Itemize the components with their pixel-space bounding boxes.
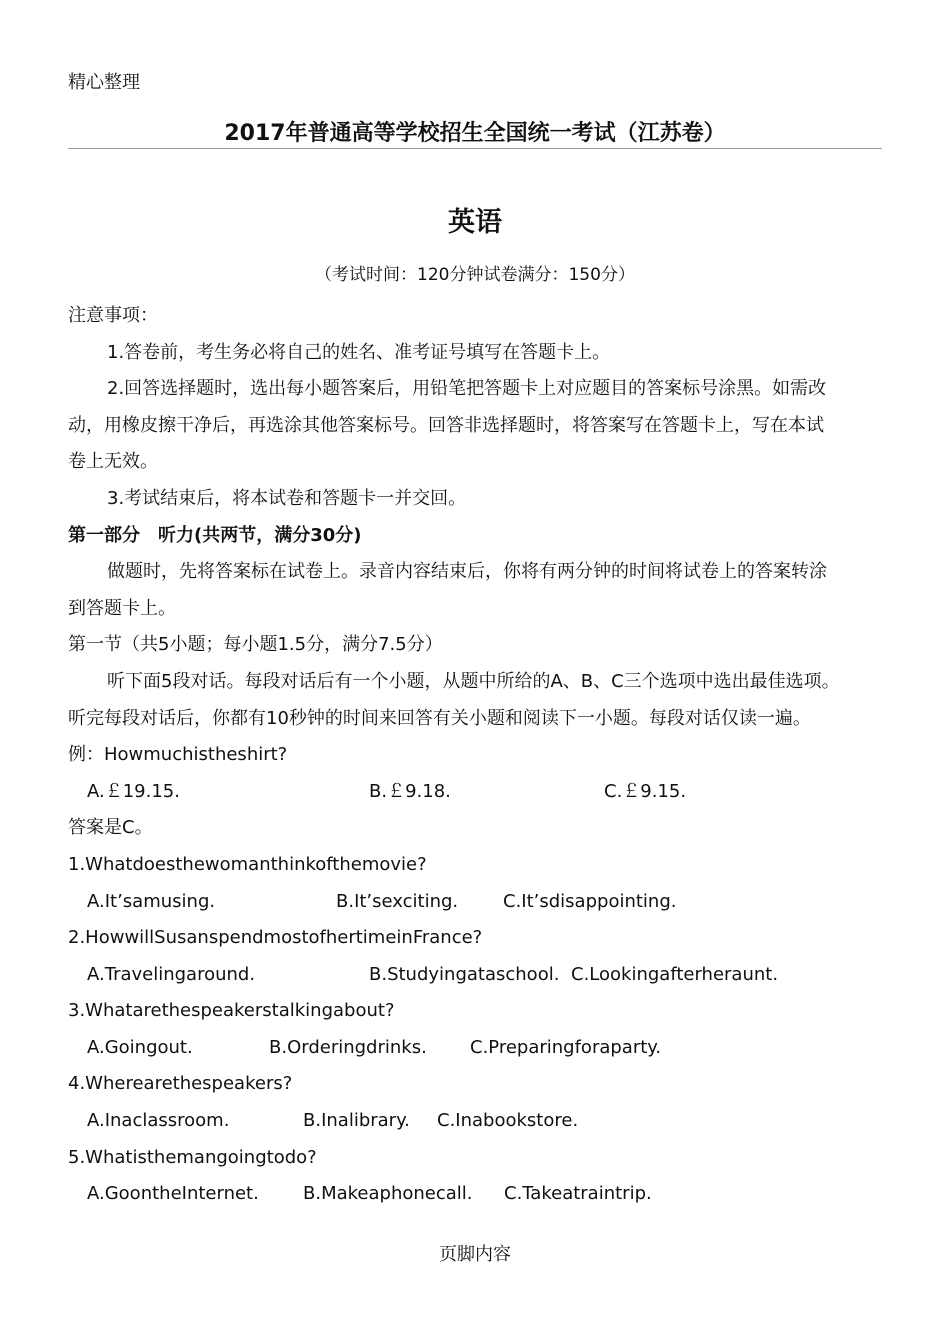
example-options <box>68 774 898 811</box>
part1-instruction: 做题时，先将答案标在试卷上。录音内容结束后，你将有两分钟的时间将试卷上的答案转涂 <box>107 561 827 583</box>
question-2-options <box>68 957 898 994</box>
header-divider <box>68 148 882 149</box>
listening-instruction: 听下面5段对话。每段对话后有一个小题，从题中所给的A、B、C三个选项中选出最佳选项。 <box>107 670 840 692</box>
option-a: A.Inaclassroom. <box>87 1110 230 1132</box>
notice-heading: 注意事项： <box>68 305 158 326</box>
option-c: C.Lookingafterheraunt. <box>571 963 779 985</box>
option-c: C.Takeatraintrip. <box>504 1183 652 1205</box>
example-question: 例：Howmuchistheshirt? <box>68 744 288 766</box>
part1-heading: 第一部分 听力(共两节，满分30分) <box>68 524 362 546</box>
notice-item: 1.答卷前，考生务必将自己的姓名、准考证号填写在答题卡上。 <box>107 341 611 363</box>
question-1-options <box>68 884 898 921</box>
part1-instruction-continued: 到答题卡上。 <box>68 597 176 619</box>
option-a: A.Goingout. <box>87 1036 193 1058</box>
option-b: B.Orderingdrinks. <box>269 1036 427 1058</box>
subject-title: 英语 <box>448 207 502 238</box>
option-b: B.Makeaphonecall. <box>303 1183 473 1205</box>
question-5-options <box>68 1176 898 1213</box>
option-c: C.￡9.15. <box>604 780 687 802</box>
option-c: C.Preparingforaparty. <box>470 1036 662 1058</box>
option-b: B.Studyingataschool. <box>369 963 560 985</box>
exam-body <box>68 298 898 1213</box>
section1-heading: 第一节（共5小题；每小题1.5分，满分7.5分） <box>68 634 443 656</box>
option-a: A.Travelingaround. <box>87 963 256 985</box>
question-2: 2.HowwillSusanspendmostofhertimeinFrance? <box>68 927 483 949</box>
notice-item-continued: 动，用橡皮擦干净后，再选涂其他答案标号。回答非选择题时，将答案写在答题卡上，写在本试 <box>68 414 824 436</box>
option-a: A.GoontheInternet. <box>87 1183 259 1205</box>
question-3: 3.Whatarethespeakerstalkingabout? <box>68 1000 395 1022</box>
question-1: 1.Whatdoesthewomanthinkofthemovie? <box>68 853 427 875</box>
question-4: 4.Wherearethespeakers? <box>68 1073 293 1095</box>
notice-item-continued: 卷上无效。 <box>68 451 158 473</box>
option-b: B.It’sexciting. <box>336 890 459 912</box>
example-answer: 答案是C。 <box>68 817 153 839</box>
header-note: 精心整理 <box>68 72 140 93</box>
listening-instruction-continued: 听完每段对话后，你都有10秒钟的时间来回答有关小题和阅读下一小题。每段对话仅读一遍。 <box>68 707 811 729</box>
option-c: C.It’sdisappointing. <box>503 890 677 912</box>
option-a: A.￡19.15. <box>87 780 180 802</box>
exam-title: 2017年普通高等学校招生全国统一考试（江苏卷） <box>224 121 726 146</box>
option-b: B.￡9.18. <box>369 780 451 802</box>
page-footer: 页脚内容 <box>439 1244 511 1265</box>
question-4-options <box>68 1103 898 1140</box>
question-3-options <box>68 1030 898 1067</box>
option-b: B.Inalibrary. <box>303 1110 410 1132</box>
exam-time-note: （考试时间：120分钟试卷满分：150分） <box>315 265 635 285</box>
option-a: A.It’samusing. <box>87 890 216 912</box>
question-5: 5.Whatisthemangoingtodo? <box>68 1146 317 1168</box>
notice-item: 2.回答选择题时，选出每小题答案后，用铅笔把答题卡上对应题目的答案标号涂黑。如需改 <box>107 378 827 400</box>
option-c: C.Inabookstore. <box>437 1110 579 1132</box>
notice-item: 3.考试结束后，将本试卷和答题卡一并交回。 <box>107 487 467 509</box>
